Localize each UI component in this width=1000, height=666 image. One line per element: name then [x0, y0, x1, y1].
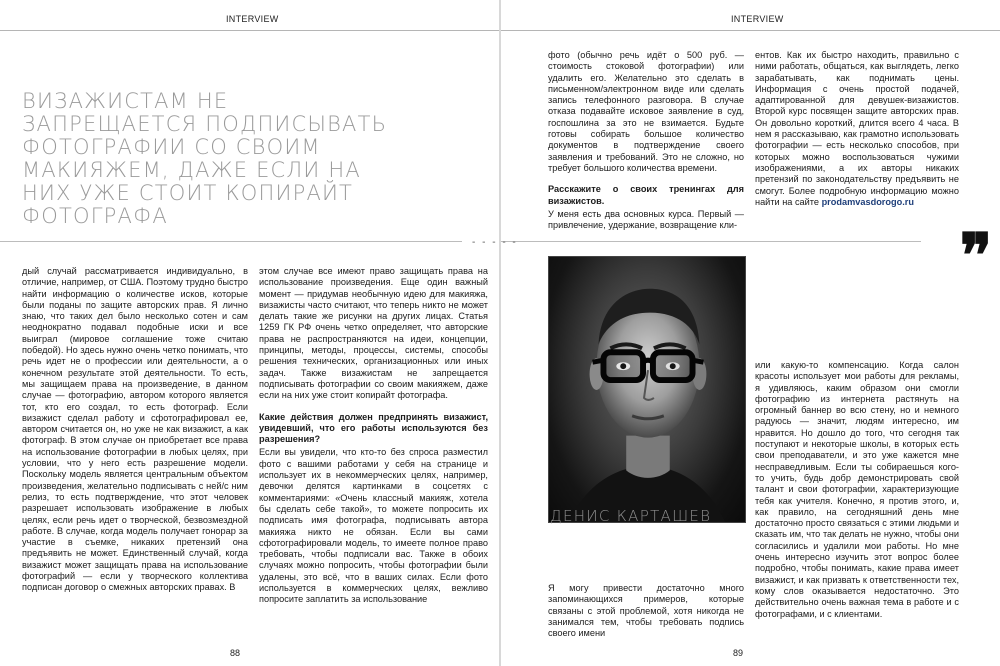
right-column-2-bottom [755, 360, 959, 620]
photo-caption-name: ДЕНИС КАРТАШЕВ [550, 507, 712, 525]
right-header-rule [501, 30, 1000, 31]
right-column-1-bottom [548, 583, 744, 639]
portrait-photo [548, 256, 746, 523]
left-column-2 [259, 266, 488, 606]
right-column-1-answer: У меня есть два основных курса. Первый — привлечение, удержание, возвращение кли- [548, 208, 744, 231]
right-column-2-top [755, 50, 959, 208]
left-page-header: INTERVIEW [226, 14, 279, 24]
portrait-illustration [549, 257, 745, 522]
right-column-2-top-body: ентов. Как их быстро находить, правильно с ними работать, общаться, как выглядеть, легко зарабатывать, как поднимать цены. Информация с очень простой подачей, адаптированной для девушек-визажистов. Второй курс посвящен защите авторских прав. Он довольно короткий, длится всего 4 часа. В нем я рассказываю, как грамотно использовать фотографии — есть несколько способов, при которых можно воспользоваться чужими изображениями, а их авторы никаких претензий по законодательству предъявить не смогут. Более подробную информацию можно найти на сайте [755, 50, 959, 207]
left-column-1 [22, 266, 248, 594]
quote-mark-icon: ❞ [959, 221, 988, 291]
right-column-1-bottom-text: Я могу привести достаточно много запоминающихся примеров, которые связаны с этой проблемой, хотя никогда не занимался тем, чтобы требовать подпись своего имени [548, 583, 744, 639]
right-column-1-question: Расскажите о своих тренингах для визажистов. [548, 184, 744, 206]
pull-quote: ВИЗАЖИСТАМ НЕ ЗАПРЕЩАЕТСЯ ПОДПИСЫВАТЬ ФОТОГРАФИИ СО СВОИМ МАКИЯЖЕМ, ДАЖЕ ЕСЛИ НА НИХ УЖЕ СТОИТ КОПИРАЙТ ФОТОГРАФА [22, 89, 388, 228]
right-column-1-top [548, 50, 744, 231]
section-divider: - - - - - [472, 237, 518, 248]
right-column-1-top-text: фото (обычно речь идёт о 500 руб. — стоимость стоковой фотографии) или удалить его. Желательно это сделать в письменном/электронном виде или сделать запись телефонного разговора. В случае отказа подавайте исковое заявление в суд, госпошлина за это не взимается. Будьте готовы собирать большое количество документов в подтверждение своего заявления и требований. Это не сложно, но требует большого количества времени. [548, 50, 744, 173]
left-page [0, 0, 499, 666]
left-column-2-answer: Если вы увидели, что кто-то без спроса разместил фото с вашими работами у себя на странице и использует их в некоммерческих целях, например, девочки делятся картинками в соцсетях с комментариями: «Очень классный макияж, хотела бы сделать себе такой», то можете попросить их подписать имя фотографа, подписывать автора макияжа никто не обязан. Если вы сами сфотографировали модель, то имеете полное право требовать, чтобы подписали вас. Также в обоих случаях можно попросить, чтобы фотографии были удалены, это всё, что в ваших силах. Если фото используется в коммерческих целях, вежливо попросите заплатить за использование [259, 447, 488, 605]
right-page-header: INTERVIEW [731, 14, 784, 24]
left-section-rule [0, 241, 462, 242]
left-column-1-text: дый случай рассматривается индивидуально, в отличие, например, от США. Поэтому трудно быстро найти информацию о количестве исков, которые были поданы по защите авторских прав. Я лично знаю, что таких дел было несколько сотен и сам неоднократно подавал подобные иски и все выиграл (мировое соглашение тоже считаю победой). Но здесь нужно очень четко понимать, что речь идет не о профессии или деятельности, а о конечном результате этой деятельности. То есть, мы защищаем права на произведение, в данном случае — фотографию, автором которого является тот, кто его создал, то есть фотограф. Если визажист сделал работу и сфотографировал ее, автором считается он, но уже не как визажист, а как фотограф. В этом случае он приобретает все права на использование фотографии в любых целях, при условии, что у него есть разрешение модели. Поскольку модель является центральным объектом произведения, желательно подписывать с ней/с ним релиз, то есть подтверждение, что этот человек разрешает использовать изображение в любых целях, если речь идет о творческой, безвозмездной работе. В случае, когда модель получает гонорар за участие в съемке, никаких претензий она предъявить не может. Единственный случай, когда визажист может защищать права на использование фотографий — если у творческого коллектива подписан договор о смежных авторских правах. В [22, 266, 249, 593]
right-page-number: 89 [733, 648, 744, 658]
left-column-2-question: Какие действия должен предпринять визажист, увидевший, что его работы используются без разрешения? [259, 411, 488, 445]
left-page-number: 88 [230, 648, 241, 658]
right-column-2-bottom-text: или какую-то компенсацию. Когда салон красоты использует мои работы для рекламы, я удивляюсь, каким образом они смогли фотографию из интернета растянуть на огромный баннер во всю стену, но и немного радуюсь — значит, людям интересно, им нравится. Но дошло до того, что сегодня так поступают и некоторые школы, в которых есть свои преподаватели, и это уже кажется мне несправедливым. Если ты собираешься кого-то учить, будь добр демонстрировать свой талант и свои фотографии, характеризующие тебя как учителя. Конечно, я против этого, и, как правило, на сегодняшний день мне достаточно просто связаться с этими людьми и сказать им, что так делать не нужно, чтобы они согласились и удалили мои работы. Но мне очень интересно изучить этот вопрос более подробно, чтобы понимать, какие права имеет визажист, и как призвать к ответственности тех, кому слов оказывается недостаточно. Это действительно очень важная тема в работе и с фотографами, и с клиентами. [755, 360, 959, 619]
right-section-rule [501, 241, 921, 242]
website-link[interactable]: prodamvasdorogo.ru [821, 196, 914, 207]
left-column-2-intro: этом случае все имеют право защищать права на использование произведения. Еще один важный момент — придумав необычную идею для макияжа, визажисты часто считают, что теперь никто не может делать такие же рисунки на других лицах. Статья 1259 ГК РФ очень четко определяет, что авторские права не распространяются на идеи, концепции, принципы, методы, процессы, системы, способы решения технических, организационных или иных задач. Также визажистам не запрещается подписывать фотографии со своим макияжем, даже если на них уже стоит копирайт фотографа. [259, 266, 488, 401]
left-header-rule [0, 30, 499, 31]
right-column-2-top-text [755, 50, 959, 208]
